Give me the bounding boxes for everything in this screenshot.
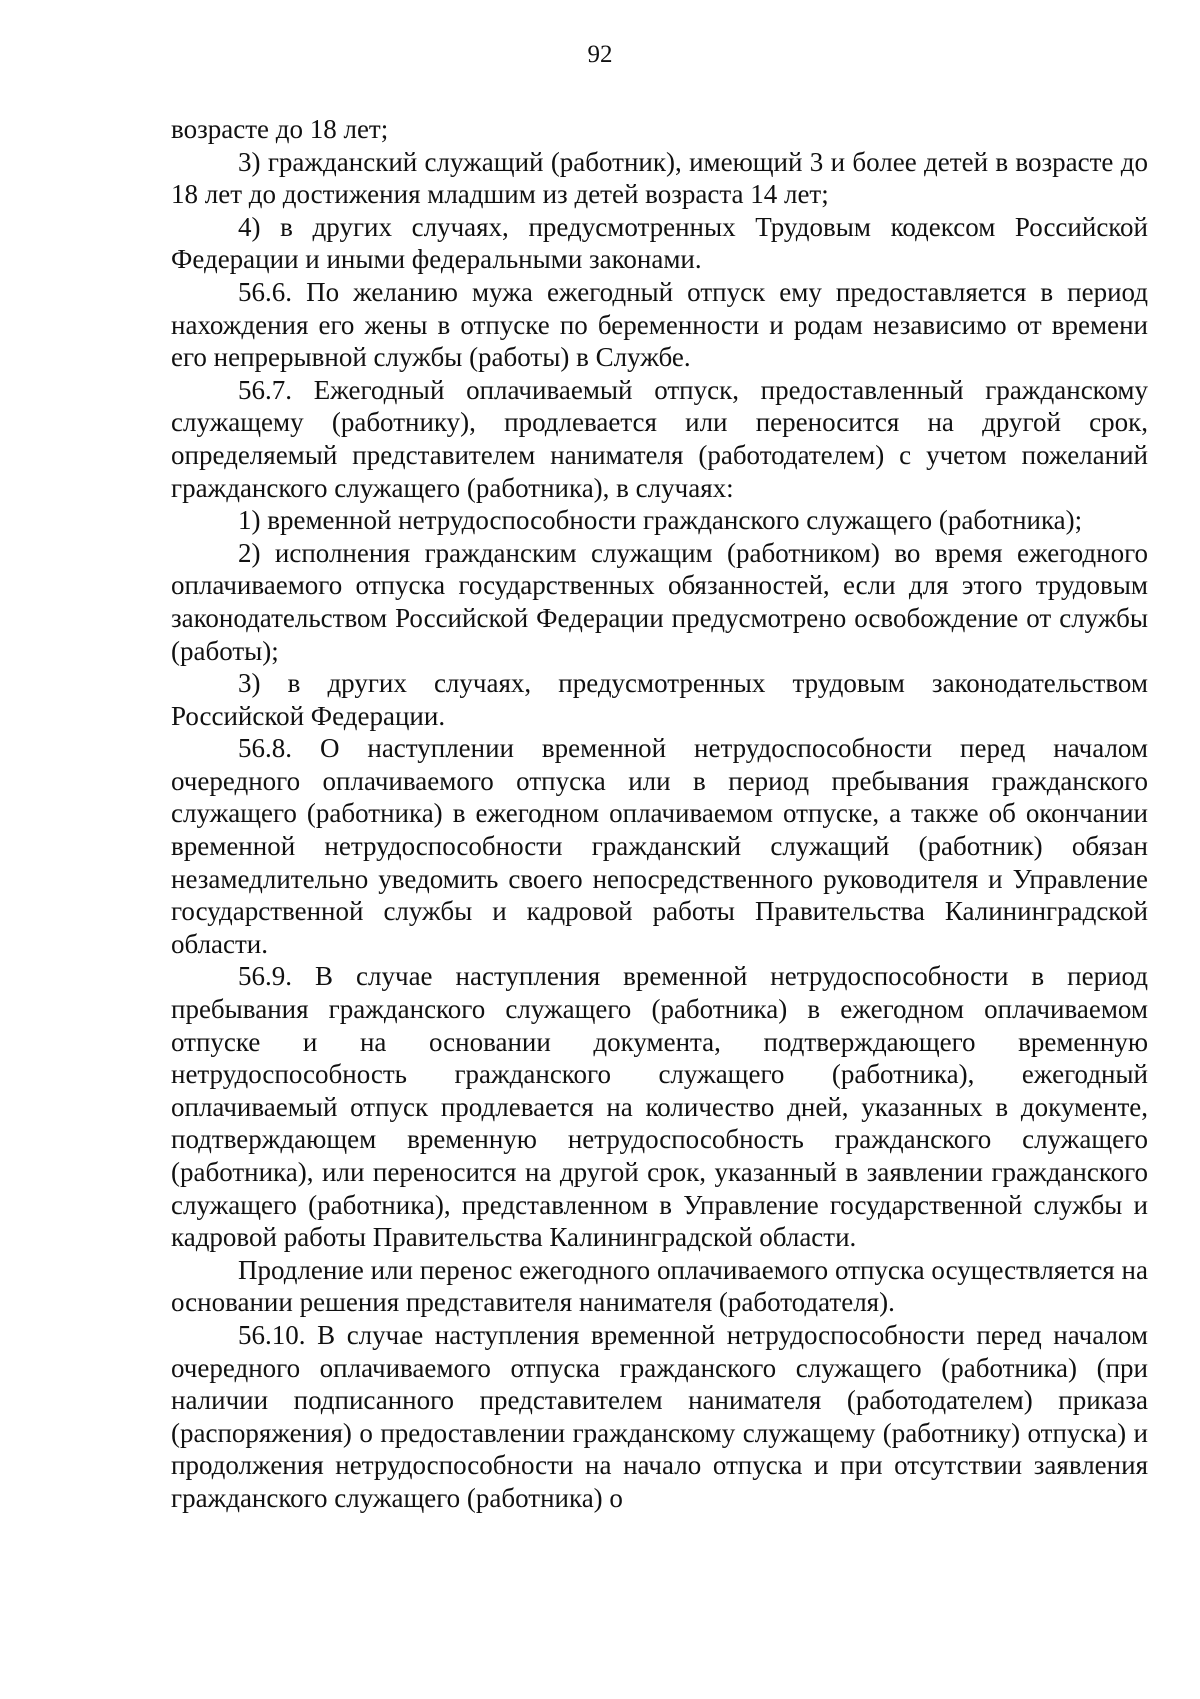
- paragraph-56-9-extension: Продление или перенос ежегодного оплачиваемого отпуска осуществляется на основании решения представителя нанимателя (работодателя).: [171, 1254, 1148, 1318]
- paragraph-56-8: 56.8. О наступлении временной нетрудоспособности перед началом очередного оплачиваемого отпуска или в период пребывания гражданского служащего (работника) в ежегодном оплачиваемом отпуске, а также об окончании временной нетрудоспособности гражданский служащий (работник) обязан незамедлительно уведомить своего непосредственного руководителя и Управление государственной службы и кадровой работы Правительства Калининградской области.: [171, 733, 1148, 959]
- paragraph-56-7-item-1: 1) временной нетрудоспособности гражданского служащего (работника);: [238, 505, 1083, 536]
- paragraph-56-10: 56.10. В случае наступления временной нетрудоспособности перед началом очередного оплачиваемого отпуска гражданского служащего (работника) (при наличии подписанного представителем нанимателя (работодателем) приказа (распоряжения) о предоставлении гражданскому служащему (работнику) отпуска) и продолжения нетрудоспособности на начало отпуска и при отсутствии заявления гражданского служащего (работника) о: [171, 1319, 1148, 1513]
- paragraph-56-7-item-3: 3) в других случаях, предусмотренных трудовым законодательством Российской Федерации.: [171, 668, 1148, 731]
- paragraph-item-4: 4) в других случаях, предусмотренных Трудовым кодексом Российской Федерации и иными федеральными законами.: [171, 211, 1148, 275]
- page-number: 92: [587, 41, 613, 68]
- paragraph-56-7: 56.7. Ежегодный оплачиваемый отпуск, предоставленный гражданскому служащему (работнику), продлевается или переносится на другой срок, определяемый представителем нанимателя (работодателем) с учетом пожеланий гражданского служащего (работника), в случаях:: [171, 374, 1148, 503]
- paragraph-continuation: возрасте до 18 лет;: [171, 114, 389, 144]
- paragraph-56-6: 56.6. По желанию мужа ежегодный отпуск ему предоставляется в период нахождения его жены в отпуске по беременности и родам независимо от времени его непрерывной службы (работы) в Службе.: [171, 276, 1148, 373]
- document-body: [171, 113, 1148, 1515]
- paragraph-56-9: 56.9. В случае наступления временной нетрудоспособности в период пребывания гражданского служащего (работника) в ежегодном оплачиваемом отпуске и на основании документа, подтверждающего временную нетрудоспособность гражданского служащего (работника), ежегодный оплачиваемый отпуск продлевается на количество дней, указанных в документе, подтверждающем временную нетрудоспособность гражданского служащего (работника), или переносится на другой срок, указанный в заявлении гражданского служащего (работника), представленном в Управление государственной службы и кадровой работы Правительства Калининградской области.: [171, 961, 1148, 1253]
- paragraph-56-7-item-2: 2) исполнения гражданским служащим (работником) во время ежегодного оплачиваемого отпуска государственных обязанностей, если для этого трудовым законодательством Российской Федерации предусмотрено освобождение от службы (работы);: [171, 537, 1148, 666]
- paragraph-item-3: 3) гражданский служащий (работник), имеющий 3 и более детей в возрасте до 18 лет до достижения младшим из детей возраста 14 лет;: [171, 146, 1148, 210]
